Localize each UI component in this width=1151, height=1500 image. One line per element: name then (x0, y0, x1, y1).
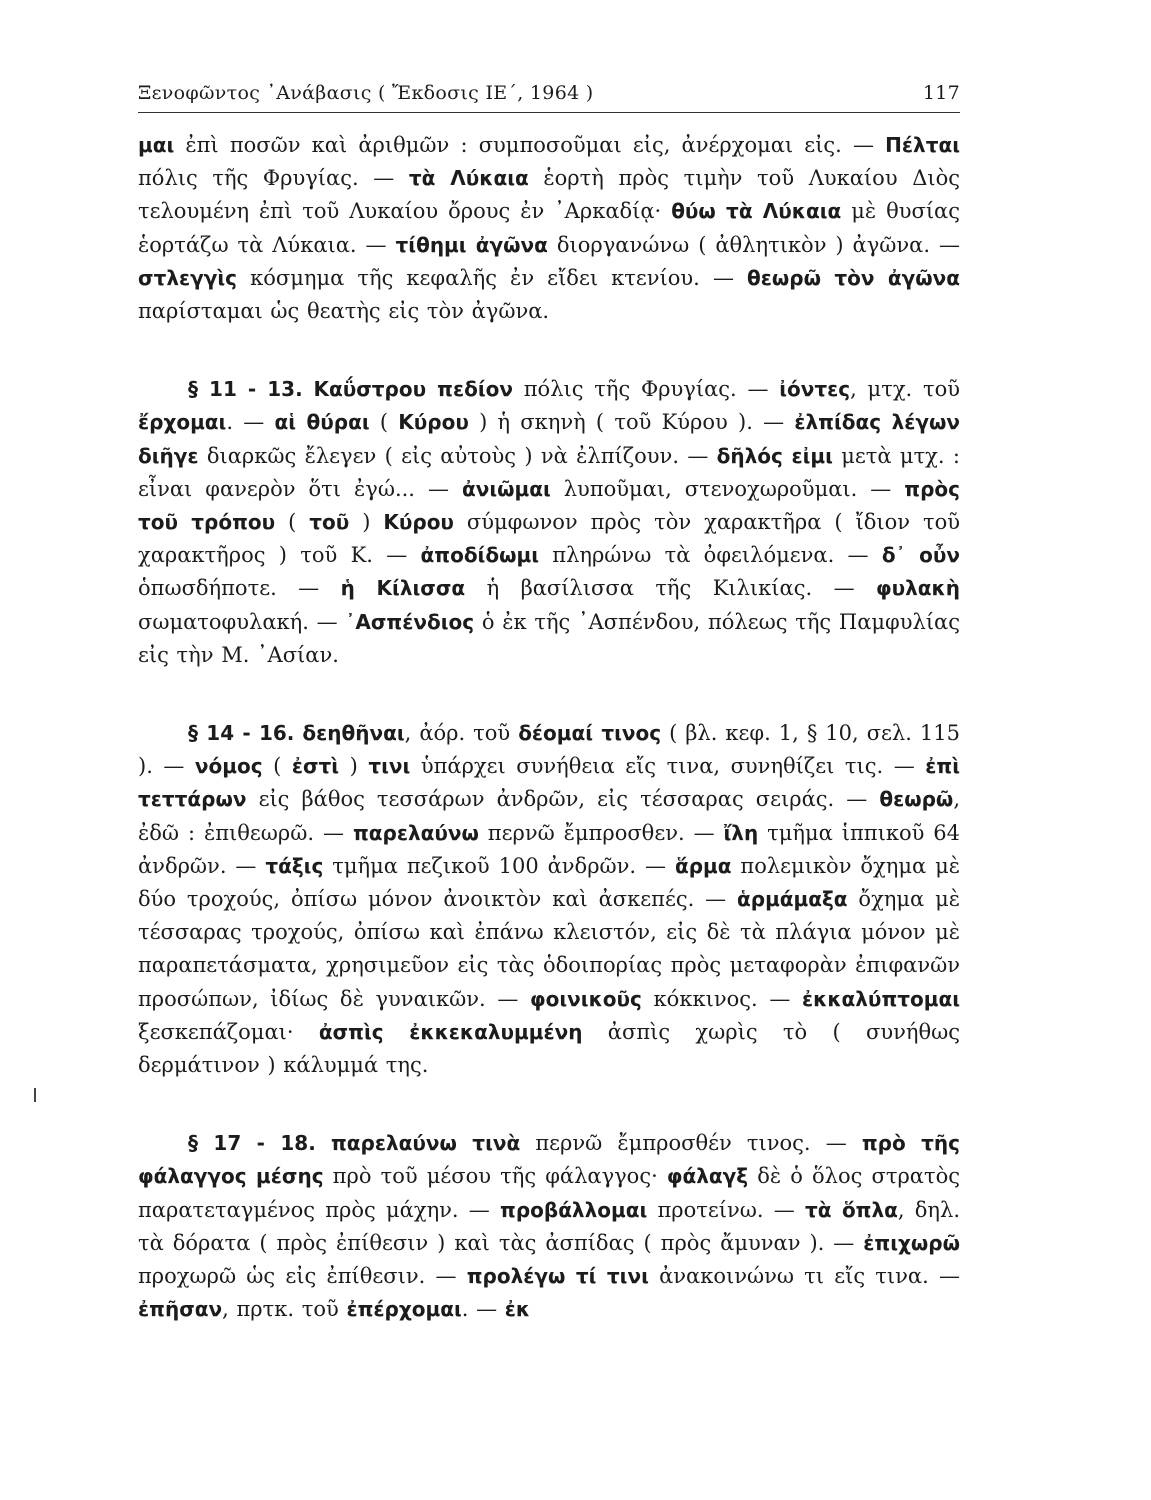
gloss-text: ) (349, 510, 384, 535)
headword: Κύρου (383, 510, 454, 535)
headword: § 14 - 16. (188, 721, 295, 746)
headword: τὰ ὅπλα (804, 1197, 898, 1222)
paragraph-p3 (138, 1127, 960, 1326)
headword: ἐπιχωρῶ (863, 1230, 960, 1255)
gloss-text: ἡ βασίλισσα τῆς Κιλικίας. — (465, 576, 876, 601)
gloss-text: μὲ θυσίας ἑορτάζω τὰ Λύκαια. — (138, 199, 960, 257)
gloss-text: μετὰ μτχ. : εἶναι φανερὸν ὅτι ἐγώ... — (138, 443, 960, 501)
gloss-text: σύμφωνον πρὸς τὸν χαρακτῆρα ( ἴδιον τοῦ χαρακτῆρος ) τοῦ Κ. — (138, 510, 960, 568)
headword: αἱ θύραι (274, 410, 370, 435)
gloss-text: κόκκινος. — (641, 986, 802, 1011)
paragraph-p2 (138, 717, 960, 1082)
gloss-text (316, 1131, 331, 1155)
gloss-text: εἰς βάθος τεσσάρων ἀνδρῶν, εἰς τέσσαρας σειράς. — (246, 787, 880, 812)
headword: φοινικοῦς (530, 986, 642, 1011)
headword: δεηθῆναι (302, 721, 405, 746)
gloss-text: ) ἡ σκηνὴ ( τοῦ Κύρου ). — (468, 410, 795, 435)
headword: δ᾿ οὖν (881, 543, 961, 568)
paragraph-p0 (138, 129, 960, 328)
headword: προλέγω τί τινι (466, 1264, 649, 1289)
gloss-text: ἑορτὴ πρὸς τιμὴν τοῦ Λυκαίου Διὸς τελουμένη ἐπὶ τοῦ Λυκαίου ὄρους ἐν ᾿Αρκαδίᾳ· (138, 166, 960, 224)
gloss-text: ὁπωσδήποτε. — (138, 576, 341, 601)
gloss-text: ἀσπὶς χωρὶς τὸ ( συνήθως δερμάτινον ) κάλυμμά της. (138, 1019, 960, 1078)
running-header (138, 82, 960, 113)
headword: ἐκκαλύπτομαι (801, 986, 961, 1011)
gloss-text: προτείνω. — (647, 1197, 805, 1222)
headword: ἐπὶ τεττάρων (138, 754, 960, 812)
gloss-text: σωματοφυλακή. — (138, 609, 346, 634)
gloss-text: λυποῦμαι, στενοχωροῦμαι. — (550, 476, 905, 501)
headword: ἔρχομαι (138, 410, 227, 435)
headword: Πέλται (885, 133, 960, 157)
gloss-text: πολεμικὸν ὄχημα μὲ δύο τροχούς, ὀπίσω μόνον ἀνοικτὸν καὶ ἀσκεπές. — (138, 853, 960, 912)
gloss-text: , μτχ. τοῦ (850, 377, 960, 402)
headword: στλεγγὶς (138, 265, 238, 290)
gloss-text: τμῆμα πεζικοῦ 100 ἀνδρῶν. — (323, 853, 675, 878)
headword: νόμος (194, 754, 263, 779)
headword: δῆλός εἰμι (716, 443, 833, 468)
headword: θεωρῶ (879, 787, 954, 812)
headword: ἐπέρχομαι (346, 1297, 462, 1322)
gloss-text: , ἐδῶ : ἐπιθεωρῶ. — (138, 787, 960, 845)
paragraph-p1 (138, 373, 960, 672)
headword: § 11 - 13. (188, 377, 303, 402)
headword: ἰόντες (779, 377, 851, 402)
headword: τινι (368, 754, 411, 779)
gloss-text: περνῶ ἔμπροσθεν. — (478, 820, 724, 845)
gloss-text: ( (262, 754, 292, 779)
gloss-text: . — (461, 1297, 505, 1322)
gloss-text: παρίσταμαι ὡς θεατὴς εἰς τὸν ἀγῶνα. (138, 299, 550, 324)
gloss-text: ξεσκεπάζομαι· (138, 1019, 319, 1044)
headword: τίθημι ἀγῶνα (395, 232, 548, 257)
headword: θεωρῶ τὸν ἀγῶνα (747, 265, 960, 290)
headword: § 17 - 18. (188, 1131, 316, 1156)
headword: τάξις (265, 853, 324, 878)
headword: ἴλη (723, 820, 759, 845)
headword: φάλαγξ (666, 1164, 749, 1189)
headword: Κύρου (398, 410, 469, 435)
gloss-text: , δηλ. τὰ δόρατα ( πρὸς ἐπίθεσιν ) καὶ τὰς ἀσπίδας ( πρὸς ἄμυναν ). — (138, 1197, 960, 1255)
headword: ἐστὶ (291, 754, 340, 779)
gloss-text: ( (369, 410, 399, 435)
running-title: Ξενοφῶντος ᾿Ανάβασις ( Ἔκδοσις ΙΕ΄, 1964 ) (138, 82, 594, 104)
gloss-text: , ἀόρ. τοῦ (404, 721, 519, 746)
document-page (138, 82, 960, 1327)
headword: ἀσπὶς ἐκκεκαλυμμένη (318, 1019, 583, 1044)
gloss-text: δὲ ὁ ὅλος στρατὸς παρατεταγμένος πρὸς μάχην. — (138, 1164, 960, 1222)
gloss-text: ὑπάρχει συνήθεια εἴς τινα, συνηθίζει τις. — (410, 754, 926, 779)
headword: τοῦ (309, 510, 350, 535)
headword: ἐπῆσαν (138, 1297, 223, 1322)
gloss-text: πληρώνω τὰ ὀφειλόμενα. — (538, 543, 882, 568)
gloss-text: περνῶ ἔμπροσθέν τινος. — (520, 1131, 862, 1156)
gloss-text (303, 377, 314, 401)
page-number: 117 (922, 82, 960, 104)
gloss-text: διαρκῶς ἔλεγεν ( εἰς αὐτοὺς ) νὰ ἐλπίζουν. — (198, 443, 717, 468)
gloss-text: πόλις τῆς Φρυγίας. — (513, 377, 780, 402)
body-text (138, 129, 960, 1327)
headword: πρὸ τῆς φάλαγγος μέσης (138, 1131, 960, 1189)
headword: ἀνιῶμαι (461, 476, 551, 501)
headword: παρελαύνω τινὰ (330, 1131, 521, 1156)
gloss-text: πρὸ τοῦ μέσου τῆς φάλαγγος· (323, 1164, 667, 1189)
headword: τὰ Λύκαια (408, 166, 529, 191)
gloss-text: κόσμημα τῆς κεφαλῆς ἐν εἴδει κτενίου. — (237, 265, 748, 290)
headword: ἀποδίδωμι (420, 543, 539, 568)
headword: ἅρμα (674, 853, 732, 878)
gloss-text: τμῆμα ἱππικοῦ 64 ἀνδρῶν. — (138, 820, 960, 878)
gloss-text: διοργανώνω ( ἀθλητικὸν ) ἀγῶνα. — (547, 232, 960, 257)
gloss-text: ὁ ἐκ τῆς ᾿Ασπένδου, πόλεως τῆς Παμφυλίας εἰς τὴν Μ. ᾿Ασίαν. (138, 609, 960, 667)
gloss-text: ) (339, 754, 369, 779)
gloss-text: , πρτκ. τοῦ (222, 1297, 347, 1322)
headword: δέομαί τινος (518, 721, 662, 746)
gloss-text: ( βλ. κεφ. 1, § 10, σελ. 115 ). — (138, 721, 960, 779)
headword: πρὸς τοῦ τρόπου (138, 476, 961, 535)
gloss-text: ὄχημα μὲ τέσσαρας τροχούς, ὀπίσω καὶ ἐπάνω κλειστόν, εἰς δὲ τὰ πλάγια μόνον μὲ παραπετάσματα, χρησιμεῦον εἰς τὰς ὁδοιπορίας πρὸς μεταφορὰν ἐπιφανῶν προσώπων, ἰδίως δὲ γυναικῶν. — (138, 887, 960, 1011)
headword: ἐλπίδας λέγων διῆγε (138, 410, 961, 468)
headword: θύω τὰ Λύκαια (671, 199, 842, 224)
headword: προβάλλομαι (500, 1197, 648, 1222)
gloss-text: ( (275, 510, 310, 535)
headword: ἁρμάμαξα (737, 887, 848, 912)
gloss-text: πόλις τῆς Φρυγίας. — (138, 166, 409, 191)
headword: μαι (138, 133, 175, 157)
headword: ἡ Κίλισσα (340, 576, 466, 601)
gloss-text: ἀνακοινώνω τι εἴς τινα. — (648, 1264, 960, 1289)
gloss-text: ἐπὶ ποσῶν καὶ ἀριθμῶν : συμποσοῦμαι εἰς, ἀνέρχομαι εἰς. — (174, 133, 886, 157)
headword: παρελαύνω (352, 820, 479, 845)
headword: ἐκ (504, 1297, 531, 1322)
headword: φυλακὴ (876, 576, 960, 601)
margin-mark (34, 1088, 36, 1102)
headword: Καΰστρου πεδίον (313, 377, 513, 402)
headword: ᾿Ασπένδιος (345, 609, 475, 634)
gloss-text: . — (226, 410, 275, 435)
gloss-text: προχωρῶ ὡς εἰς ἐπίθεσιν. — (138, 1264, 467, 1289)
